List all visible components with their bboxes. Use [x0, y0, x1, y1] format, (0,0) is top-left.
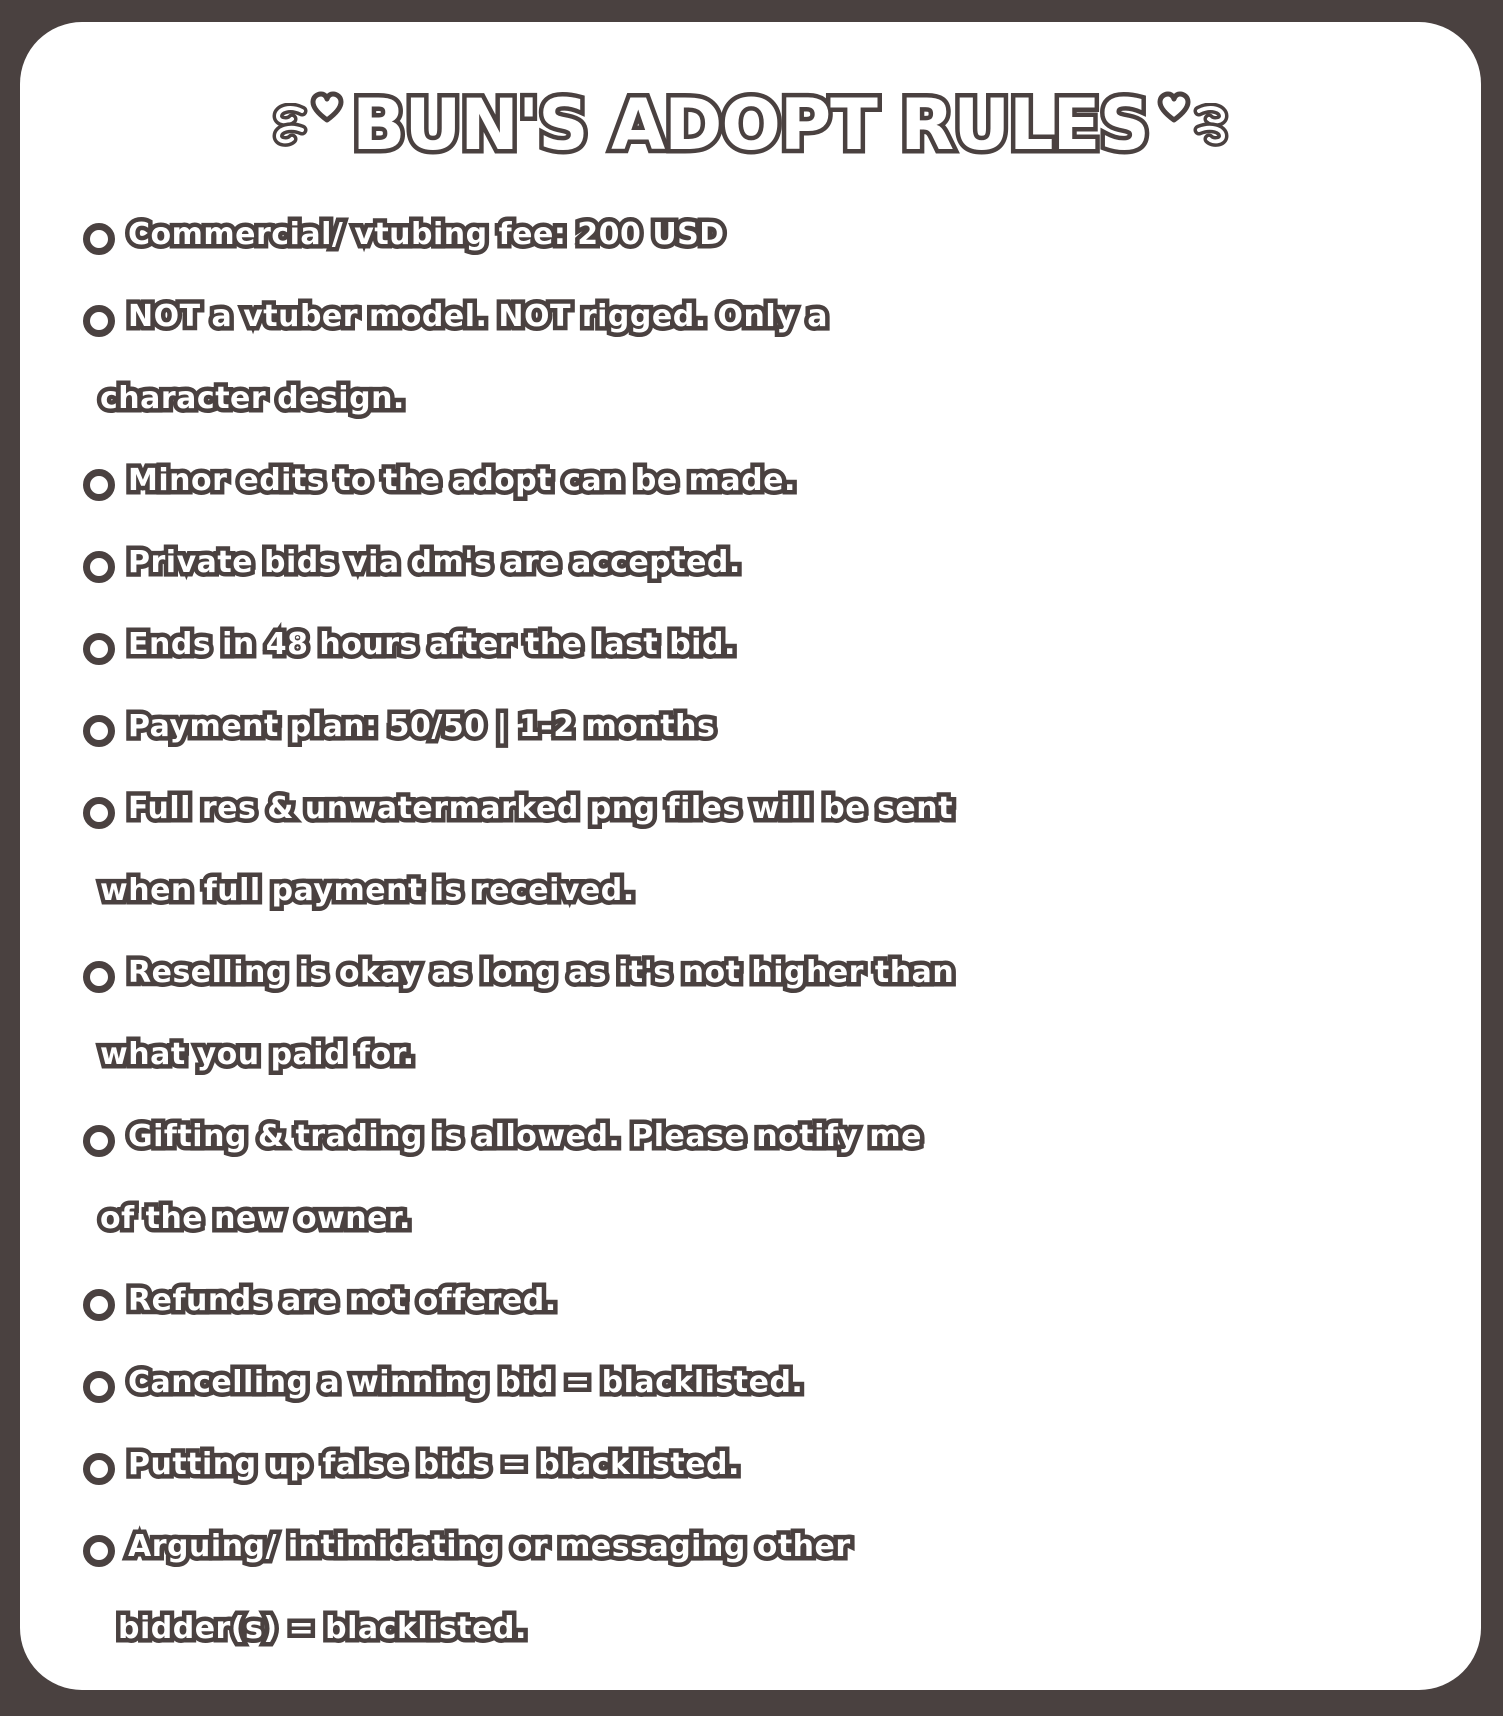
heart-icon — [1157, 91, 1191, 125]
bullet-icon — [83, 633, 115, 665]
heart-icon — [310, 91, 344, 125]
rule-text: Private bids via dm's are accepted. — [128, 545, 741, 580]
rule-item — [80, 1342, 1480, 1424]
bullet-icon — [83, 715, 115, 747]
rule-text: Refunds are not offered. — [128, 1283, 557, 1318]
rule-text: Ends in 48 hours after the last bid. — [128, 627, 736, 662]
rule-text: Cancelling a winning bid = blacklisted. — [128, 1365, 804, 1400]
page-title: BUN'S ADOPT RULES — [352, 84, 1149, 166]
rule-text-continued: bidder(s) = blacklisted. — [118, 1611, 527, 1646]
rule-item — [80, 1506, 1480, 1670]
rule-text-continued: when full payment is received. — [100, 873, 635, 908]
rule-item — [80, 1424, 1480, 1506]
rule-text: Gifting & trading is allowed. Please notify me — [128, 1119, 923, 1154]
title-row — [20, 70, 1481, 180]
rules-card — [20, 22, 1481, 1690]
rule-item — [80, 440, 1480, 522]
bullet-icon — [83, 469, 115, 501]
rule-item — [80, 522, 1480, 604]
rule-item — [80, 686, 1480, 768]
bullet-icon — [83, 1125, 115, 1157]
bullet-icon — [83, 1535, 115, 1567]
bullet-icon — [83, 551, 115, 583]
rule-text: Payment plan: 50/50 | 1-2 months — [128, 709, 716, 744]
rules-list — [80, 194, 1480, 1670]
bullet-icon — [83, 305, 115, 337]
rule-text: Putting up false bids = blacklisted. — [128, 1447, 740, 1482]
rule-item — [80, 194, 1480, 276]
bullet-icon — [83, 1289, 115, 1321]
rule-text: Arguing/ intimidating or messaging other — [128, 1529, 851, 1564]
bullet-icon — [83, 1371, 115, 1403]
bullet-icon — [83, 1453, 115, 1485]
rule-item — [80, 604, 1480, 686]
rule-text-continued: of the new owner. — [100, 1201, 411, 1236]
rule-item — [80, 768, 1480, 932]
rule-text: Minor edits to the adopt can be made. — [128, 463, 796, 498]
rule-item — [80, 276, 1480, 440]
rule-text: Commercial/ vtubing fee: 200 USD — [128, 217, 725, 252]
rule-item — [80, 932, 1480, 1096]
swirl-icon — [1193, 103, 1229, 147]
rule-text-continued: character design. — [100, 381, 405, 416]
rule-text: Full res & unwatermarked png files will be sent — [128, 791, 953, 826]
rule-text: NOT a vtuber model. NOT rigged. Only a — [128, 299, 828, 334]
rule-item — [80, 1260, 1480, 1342]
bullet-icon — [83, 961, 115, 993]
bullet-icon — [83, 223, 115, 255]
rule-item — [80, 1096, 1480, 1260]
rule-text: Reselling is okay as long as it's not higher than — [128, 955, 955, 990]
bullet-icon — [83, 797, 115, 829]
rule-text-continued: what you paid for. — [100, 1037, 415, 1072]
swirl-icon — [272, 103, 308, 147]
